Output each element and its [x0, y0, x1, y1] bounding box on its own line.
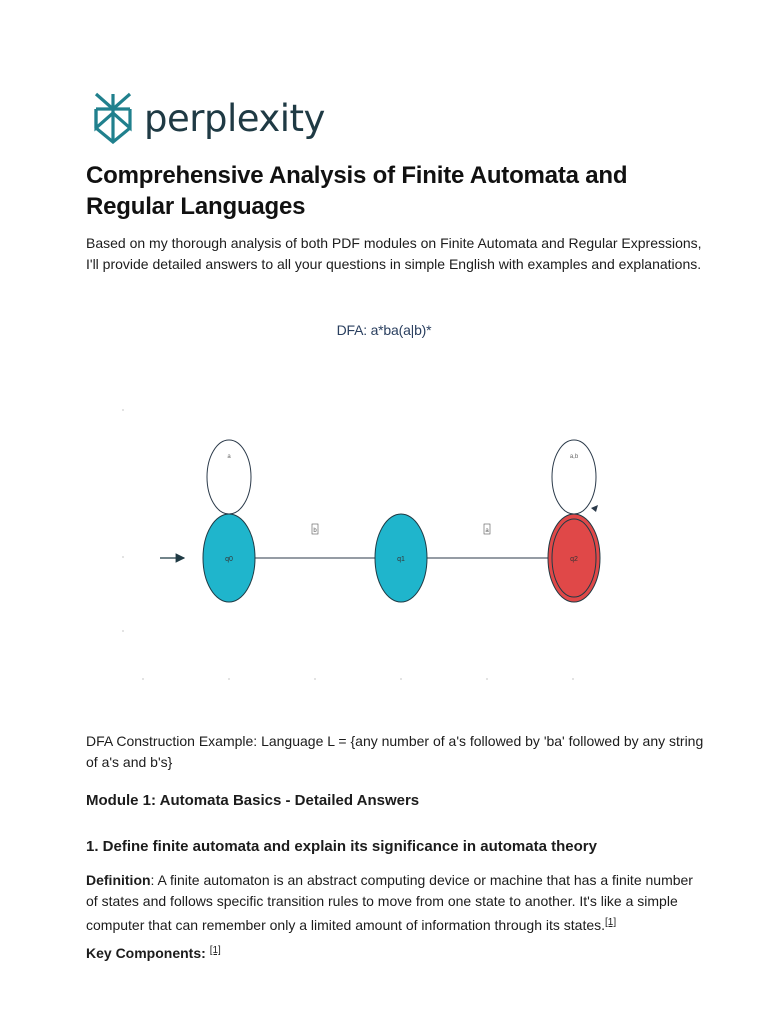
state-label-q1: q1 [397, 556, 405, 563]
brand-name: perplexity [144, 96, 325, 140]
page-title: Comprehensive Analysis of Finite Automata and Regular Languages [86, 162, 628, 220]
self-loop-q2 [552, 440, 596, 514]
diagram-title: DFA: a*ba(a|b)* [336, 322, 432, 338]
transition-label-q2-q2: a,b [569, 454, 579, 460]
definition-paragraph [86, 870, 706, 936]
transition-label-q1-q2: a [485, 528, 489, 534]
transition-label-q0-q0: a [227, 454, 231, 460]
definition-label: Definition [86, 872, 151, 888]
intro-paragraph: Based on my thorough analysis of both PDF modules on Finite Automata and Regular Expressions, I'll provide detailed answers to all your questions in simple English with examples and explanations. [86, 235, 702, 272]
state-label-q2: q2 [570, 556, 578, 563]
citation-link[interactable]: [1] [209, 945, 221, 956]
state-label-q0: q0 [225, 556, 233, 563]
self-loop-arrowhead [591, 505, 598, 512]
self-loop-q0 [207, 440, 251, 514]
key-components-label: Key Components: [86, 945, 206, 961]
axis-ticks [122, 409, 574, 680]
module-heading: Module 1: Automata Basics - Detailed Answers [86, 792, 420, 809]
transition-label-q0-q1: b [313, 528, 317, 534]
citation-link[interactable]: [1] [605, 917, 617, 928]
key-components-heading [86, 945, 221, 961]
diagram-caption: DFA Construction Example: Language L = {any number of a's followed by 'ba' followed by any string of a's and b's} [86, 733, 704, 770]
question-heading: 1. Define finite automata and explain its significance in automata theory [86, 838, 597, 855]
definition-text: : A finite automaton is an abstract computing device or machine that has a finite number of states and follows specific transition rules to move from one state to another. It's like a simple computer that can remember only a limited amount of information through its states. [86, 872, 693, 933]
